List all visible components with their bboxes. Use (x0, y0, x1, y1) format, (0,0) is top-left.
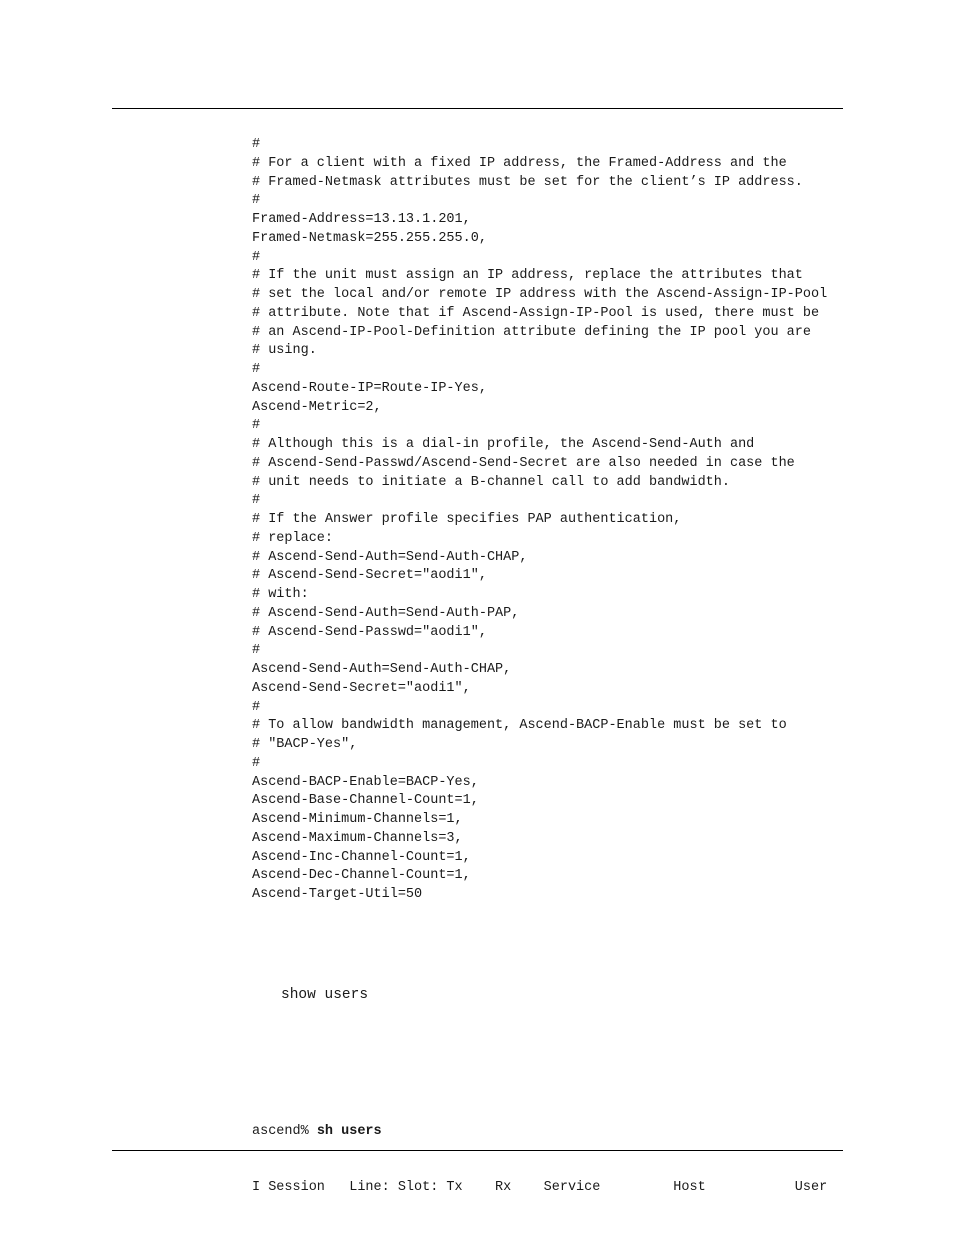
code-line: # Ascend-Send-Passwd="aodi1", (252, 624, 487, 640)
code-line: Ascend-Target-Util=50 (252, 887, 423, 902)
code-line: # (252, 193, 261, 209)
code-line: # For a client with a fixed IP address, the Framed-Address and the (252, 155, 787, 171)
code-line: # (252, 137, 261, 152)
code-line: Framed-Netmask=255.255.255.0, (252, 230, 487, 246)
code-line: Framed-Address=13.13.1.201, (252, 212, 471, 227)
code-line: Ascend-BACP-Enable=BACP-Yes, (252, 774, 479, 790)
code-line: Ascend-Route-IP=Route-IP-Yes, (252, 380, 487, 396)
code-line: # an Ascend-IP-Pool-Definition attribute defining the IP pool you are (252, 324, 811, 340)
code-line: Ascend-Send-Secret="aodi1", (252, 680, 471, 696)
code-line: # (252, 249, 261, 265)
code-line: # set the local and/or remote IP address with the Ascend-Assign-IP-Pool (252, 287, 828, 302)
code-line: Ascend-Minimum-Channels=1, (252, 812, 463, 827)
profile-code-block (252, 136, 827, 905)
code-line: # Although this is a dial-in profile, the Ascend-Send-Auth and (252, 437, 755, 452)
code-line: # Ascend-Send-Secret="aodi1", (252, 568, 487, 584)
terminal-command: sh users (316, 1123, 382, 1139)
code-line: # with: (252, 587, 309, 602)
code-line: # Ascend-Send-Auth=Send-Auth-PAP, (252, 605, 520, 621)
code-line: # using. (252, 343, 317, 359)
code-line: # (252, 699, 261, 715)
header-rule (112, 108, 843, 109)
code-line: # (252, 493, 261, 509)
code-line: Ascend-Send-Auth=Send-Auth-CHAP, (252, 662, 512, 677)
code-line: Ascend-Inc-Channel-Count=1, (252, 849, 471, 865)
code-line: # (252, 362, 261, 377)
code-line: # If the Answer profile specifies PAP authentication, (252, 512, 682, 527)
code-line: Ascend-Metric=2, (252, 399, 382, 415)
command-reference: show users (281, 987, 369, 1003)
code-line: # (252, 643, 261, 659)
terminal-column-header: I Session Line: Slot: Tx Rx Service Host User (252, 1179, 828, 1195)
terminal-prompt: ascend% (252, 1123, 317, 1139)
code-line: # "BACP-Yes", (252, 737, 358, 752)
code-line: Ascend-Maximum-Channels=3, (252, 830, 463, 846)
code-line: # replace: (252, 530, 334, 546)
code-line: # (252, 755, 261, 771)
code-line: # unit needs to initiate a B-channel call to add bandwidth. (252, 474, 730, 490)
footer-rule (112, 1150, 843, 1151)
code-line: # Framed-Netmask attributes must be set for the client’s IP address. (252, 174, 803, 190)
code-line: # If the unit must assign an IP address, replace the attributes that (252, 268, 803, 284)
code-line: # (252, 418, 261, 434)
code-line: Ascend-Base-Channel-Count=1, (252, 793, 479, 809)
code-line: # attribute. Note that if Ascend-Assign-IP-Pool is used, there must be (252, 305, 820, 321)
code-line: # Ascend-Send-Passwd/Ascend-Send-Secret are also needed in case the (252, 455, 795, 471)
code-line: Ascend-Dec-Channel-Count=1, (252, 868, 471, 884)
code-line: # Ascend-Send-Auth=Send-Auth-CHAP, (252, 549, 528, 565)
code-line: # To allow bandwidth management, Ascend-BACP-Enable must be set to (252, 718, 787, 734)
terminal-command-line (252, 1123, 827, 1142)
